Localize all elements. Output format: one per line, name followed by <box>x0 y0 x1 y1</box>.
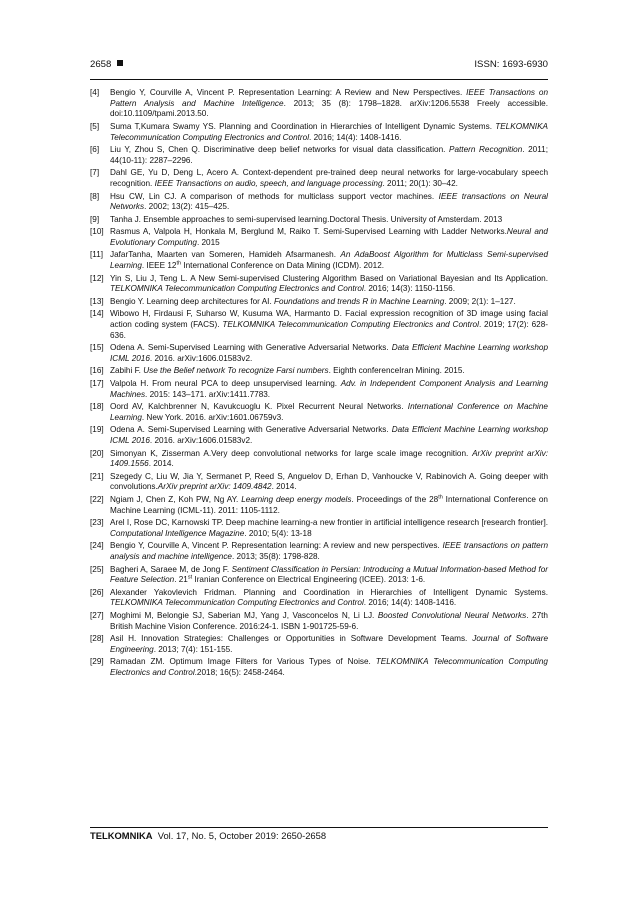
reference-item <box>90 122 548 143</box>
reference-source: TELKOMNIKA Telecommunication Computing Electronics and Control <box>110 284 364 294</box>
reference-source: Sentiment Classification in Persian: Introducing a Mutual Information-based Method for Feature Selection <box>110 564 548 585</box>
reference-text: . 2016. arXiv:1606.01583v2. <box>149 353 253 363</box>
page-number: 2658 <box>90 59 123 70</box>
reference-source: Data Efficient Machine Learning workshop ICML 2016 <box>110 343 549 363</box>
reference-text: . Proceedings of the 28 <box>351 494 439 504</box>
reference-text: Bagheri A, Saraee M, de Jong F. <box>110 564 232 574</box>
reference-source: TELKOMNIKA Telecommunication Computing Electronics and Control <box>110 657 548 678</box>
reference-number: [21] <box>90 471 104 481</box>
reference-text: International Conference on Data Mining (ICDM). 2012. <box>181 261 385 271</box>
reference-source: TELKOMNIKA Telecommunication Computing Electronics and Control <box>110 598 364 608</box>
issn-label: ISSN: 1693-6930 <box>474 59 548 70</box>
reference-number: [25] <box>90 564 104 574</box>
reference-text: . 2013; 7(4): 151-155. <box>153 644 233 654</box>
reference-number: [14] <box>90 309 104 319</box>
reference-source: Pattern Recognition <box>449 145 523 155</box>
reference-source: Adv. in Independent Component Analysis and Learning Machines <box>110 378 548 399</box>
reference-text: . 2002; 13(2): 415–425. <box>144 202 230 212</box>
reference-text: Bengio Y. Learning deep architectures for AI. <box>110 296 275 306</box>
reference-text: . 2009; 2(1): 1–127. <box>444 296 516 306</box>
reference-number: [15] <box>90 343 104 353</box>
reference-source: ArXiv preprint arXiv: 1409.4842 <box>157 482 272 492</box>
reference-source: IEEE Transactions on Pattern Analysis and Machine Intelligence <box>110 88 549 108</box>
reference-source: An AdaBoost Algorithm for Multiclass Semi-supervised Learning <box>110 250 548 271</box>
reference-text: Odena A. Semi-Supervised Learning with Generative Adversarial Networks. <box>110 343 392 353</box>
reference-text: . 2011; 20(1): 30–42. <box>382 179 458 189</box>
reference-item <box>90 634 548 655</box>
reference-item <box>90 518 548 539</box>
reference-item <box>90 565 548 586</box>
reference-source: IEEE transactions on Neural Networks <box>110 191 549 212</box>
reference-number: [23] <box>90 518 104 528</box>
reference-list <box>90 88 548 681</box>
reference-text: . 2010; 5(4): 13-18 <box>244 528 312 538</box>
reference-text: Liu Y, Zhou S, Chen Q. Discriminative deep belief networks for visual data classification. <box>110 145 450 155</box>
reference-text: Valpola H. From neural PCA to deep unsupervised learning. <box>110 378 341 388</box>
reference-number: [24] <box>90 541 104 551</box>
reference-number: [27] <box>90 610 104 620</box>
ordinal-suffix: th <box>438 494 443 501</box>
reference-text: . 2014. <box>148 459 174 469</box>
reference-number: [5] <box>90 121 100 131</box>
journal-name: TELKOMNIKA <box>90 830 153 841</box>
reference-item <box>90 250 548 271</box>
reference-number: [18] <box>90 402 104 412</box>
reference-number: [28] <box>90 634 104 644</box>
reference-text: Simonyan K, Zisserman A.Very deep convolutional networks for large scale image recognition. <box>110 448 473 458</box>
reference-number: [19] <box>90 425 104 435</box>
reference-text: . New York. 2016. arXiv:1601.06759v3. <box>141 412 284 422</box>
reference-text: . 2016; 14(4): 1408-1416. <box>363 598 457 608</box>
reference-text: Asil H. Innovation Strategies: Challenges or Opportunities in Software Development Teams. <box>110 634 473 644</box>
reference-text: . 2016; 14(3): 1150-1156. <box>363 284 455 294</box>
reference-number: [11] <box>90 250 104 260</box>
reference-text: . 2016; 14(4): 1408-1416. <box>309 132 402 142</box>
reference-item <box>90 402 548 423</box>
reference-text: Wibowo H, Firdausi F, Suharso W, Kusuma WA, Harmanto D. Facial expression recognition of 3D image using facial action coding system (FACS). <box>110 309 548 330</box>
reference-source: Neural and Evolutionary Computing <box>110 227 548 247</box>
reference-text: . 27th British Machine Vision Conference. 2016:24-1. ISBN 1-901725-59-6. <box>110 610 548 631</box>
issue-details: Vol. 17, No. 5, October 2019: 2650-2658 <box>157 830 327 841</box>
reference-number: [4] <box>90 88 100 97</box>
reference-item <box>90 192 548 213</box>
reference-number: [22] <box>90 494 104 504</box>
reference-item <box>90 472 548 493</box>
page-header <box>90 59 548 75</box>
reference-text: Hsu CW, Lin CJ. A comparison of methods for multiclass support vector machines. <box>110 191 439 201</box>
reference-source: TELKOMNIKA Telecommunication Computing Electronics and Control <box>110 121 548 142</box>
reference-source: IEEE Transactions on audio, speech, and language processing <box>154 179 383 189</box>
reference-number: [20] <box>90 448 104 458</box>
reference-item <box>90 379 548 400</box>
reference-number: [29] <box>90 657 104 667</box>
reference-text: Yin S, Liu J, Teng L. A New Semi-supervised Clustering Algorithm Based on Variational Bayesian and Its Application. <box>110 273 548 283</box>
reference-number: [26] <box>90 587 104 597</box>
reference-text: . 2016. arXiv:1606.01583v2. <box>149 436 253 446</box>
reference-item <box>90 425 548 446</box>
reference-text: . Eighth conferenceIran Mining. 2015. <box>328 366 465 376</box>
reference-item <box>90 611 548 632</box>
header-divider <box>90 79 548 80</box>
reference-text: . 2013; 35 (8): 1798–1828. arXiv:1206.5538 Freely accessible. doi:10.1109/tpami.2013.50. <box>110 98 548 119</box>
reference-text: Suma T,Kumara Swamy YS. Planning and Coordination in Hierarchies of Intelligent Dynamic Systems. <box>110 121 496 131</box>
reference-source: IEEE transactions on pattern analysis and machine intelligence <box>110 541 548 562</box>
reference-item <box>90 495 548 516</box>
reference-text: Bengio Y, Courville A, Vincent P. Representation Learning: A Review and New Perspectives. <box>110 88 467 97</box>
reference-item <box>90 343 548 364</box>
reference-text: . 2013; 35(8): 1798-828. <box>231 552 320 562</box>
reference-text: . 2015 <box>196 237 220 247</box>
reference-text: . 2019; 17(2): 628-636. <box>110 320 548 340</box>
reference-text: Ramadan ZM. Optimum Image Filters for Various Types of Noise. <box>110 657 376 667</box>
reference-source: Data Efficient Machine Learning workshop ICML 2016 <box>110 425 549 446</box>
reference-number: [6] <box>90 145 100 155</box>
reference-text: Alexander Yakovlevich Fridman. Planning and Coordination in Hierarchies of Intelligent Dynamic Systems. <box>110 587 548 597</box>
reference-source: Foundations and trends R in Machine Learning <box>274 296 445 306</box>
square-bullet-icon <box>117 60 123 66</box>
page-footer <box>90 830 326 841</box>
reference-item <box>90 88 548 120</box>
reference-text: Oord AV, Kalchbrenner N, Kavukcuoglu K. Pixel Recurrent Neural Networks. <box>110 402 408 412</box>
reference-source: International Conference on Machine Learning <box>110 402 548 422</box>
reference-source: ArXiv preprint arXiv: 1409.1556 <box>110 448 548 469</box>
reference-number: [10] <box>90 227 104 237</box>
reference-text: JafarTanha, Maarten van Someren, Hamideh Afsarmanesh. <box>110 250 341 260</box>
reference-source: Learning deep energy models <box>241 494 352 504</box>
reference-text: Moghimi M, Belongie SJ, Saberian MJ, Yang J, Vasconcelos N, Li LJ. <box>110 610 378 620</box>
reference-text: Rasmus A, Valpola H, Honkala M, Berglund M, Raiko T. Semi-Supervised Learning with Ladder Networks. <box>110 227 507 237</box>
reference-text: Zabihi F. <box>110 366 144 376</box>
reference-item <box>90 449 548 470</box>
reference-source: Use the Belief network To recognize Farsi numbers <box>143 366 329 376</box>
reference-text: Ngiam J, Chen Z, Koh PW, Ng AY. <box>110 494 242 504</box>
reference-text: Bengio Y, Courville A, Vincent P. Representation learning: A review and new perspectives. <box>110 541 443 551</box>
reference-number: [12] <box>90 273 104 283</box>
reference-text: . IEEE 12 <box>141 261 177 271</box>
reference-item <box>90 309 548 341</box>
reference-text: . 21 <box>174 575 188 585</box>
reference-text: Iranian Conference on Electrical Engineering (ICEE). 2013: 1-6. <box>192 575 426 585</box>
reference-item <box>90 541 548 562</box>
reference-text: . 2015: 143–171. arXiv:1411.7783. <box>145 389 271 399</box>
reference-number: [13] <box>90 296 104 306</box>
reference-text: .2018; 16(5): 2458-2464. <box>194 668 285 678</box>
reference-item <box>90 274 548 295</box>
reference-number: [7] <box>90 168 100 178</box>
ordinal-suffix: th <box>176 260 182 267</box>
reference-item <box>90 588 548 609</box>
reference-number: [16] <box>90 366 104 376</box>
reference-item <box>90 215 548 226</box>
reference-item <box>90 366 548 377</box>
reference-text: . 2014. <box>271 482 297 492</box>
reference-number: [8] <box>90 191 100 201</box>
reference-text: International Conference on Machine Learning (ICML-11). 2011: 1105-1112. <box>110 494 548 515</box>
reference-item <box>90 145 548 166</box>
reference-source: Journal of Software Engineering <box>110 634 548 654</box>
reference-text: Szegedy C, Liu W, Jia Y, Sermanet P, Reed S, Anguelov D, Erhan D, Vanhoucke V, Rabinovich A. Going deeper with convolutions. <box>110 471 548 492</box>
reference-item <box>90 227 548 248</box>
reference-text: Arel I, Rose DC, Karnowski TP. Deep machine learning-a new frontier in artificial intelligence research [research frontier]. <box>110 518 548 528</box>
reference-number: [9] <box>90 214 100 224</box>
footer-divider <box>90 827 548 828</box>
reference-source: Computational Intelligence Magazine <box>110 528 245 538</box>
reference-text: Dahl GE, Yu D, Deng L, Acero A. Context-dependent pre-trained deep neural networks for large-vocabulary speech recognition. <box>110 168 548 189</box>
reference-item <box>90 297 548 308</box>
reference-text: Odena A. Semi-Supervised Learning with Generative Adversarial Networks. <box>110 425 392 435</box>
reference-item <box>90 657 548 678</box>
reference-source: TELKOMNIKA Telecommunication Computing Electronics and Control <box>222 320 479 330</box>
reference-text: Tanha J. Ensemble approaches to semi-supervised learning.Doctoral Thesis. University of Amsterdam. 2013 <box>110 214 503 224</box>
ordinal-suffix: st <box>187 574 193 581</box>
reference-text: . 2011; 44(10-11): 2287–2296. <box>110 145 548 165</box>
reference-item <box>90 168 548 189</box>
reference-source: Boosted Convolutional Neural Networks <box>377 610 527 620</box>
reference-number: [17] <box>90 378 104 388</box>
